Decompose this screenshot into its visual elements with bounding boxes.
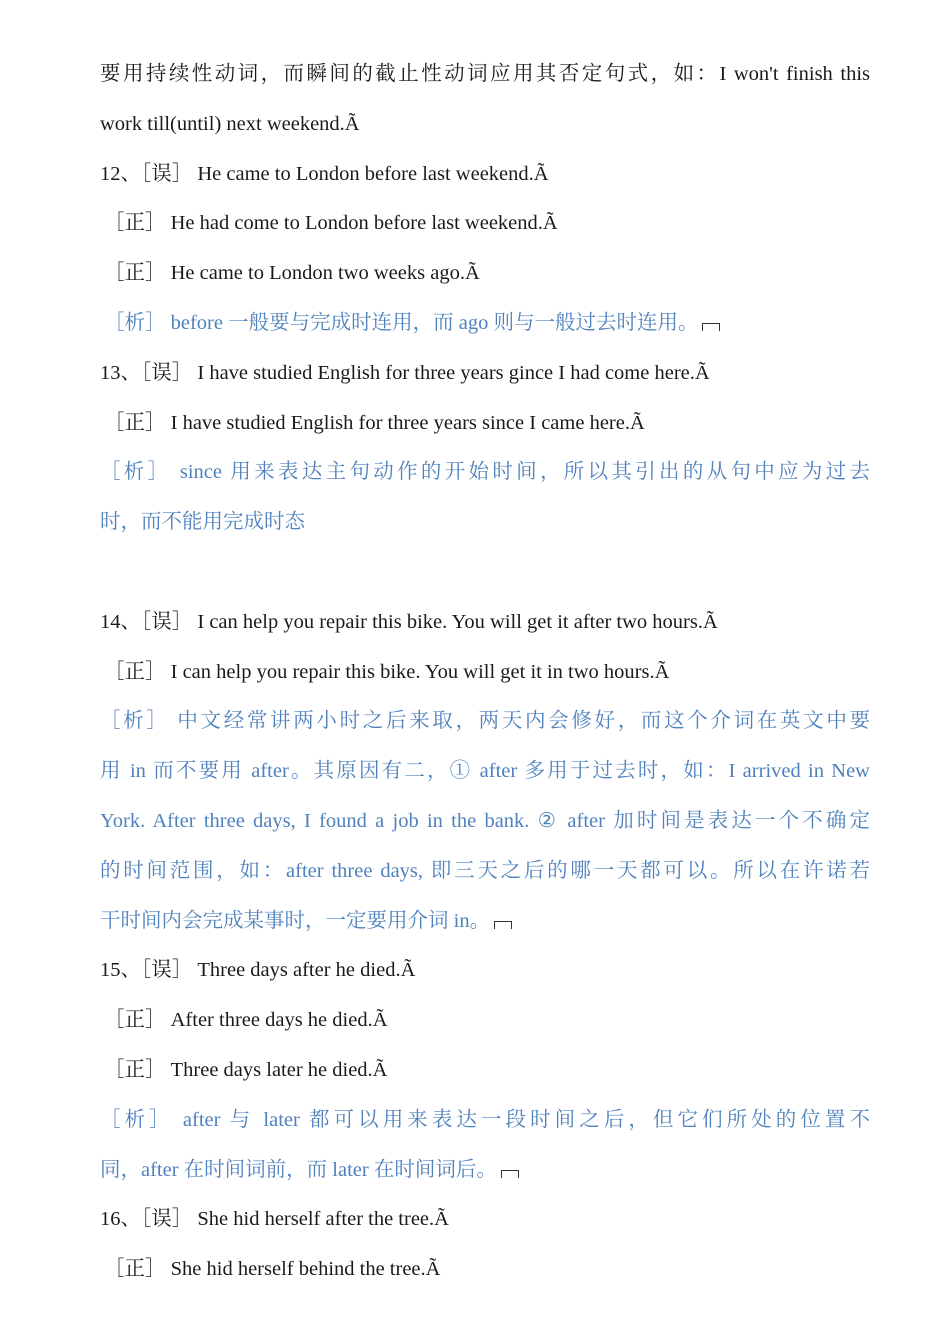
item-15-correct-1: ［正］ After three days he died.Ã bbox=[104, 1009, 388, 1032]
item-12-wrong: 12、［误］ He came to London before last weekend.Ã bbox=[100, 162, 549, 185]
item-12-analysis-text: ［析］ before 一般要与完成时连用，而 ago 则与一般过去时连用。 bbox=[104, 311, 699, 334]
item-16-correct: ［正］ She hid herself behind the tree.Ã bbox=[104, 1258, 441, 1281]
item-12-analysis bbox=[100, 299, 870, 349]
paragraph-mark-icon bbox=[494, 921, 512, 929]
item-15-analysis-2 bbox=[100, 1146, 870, 1196]
item-12-correct-2: ［正］ He came to London two weeks ago.Ã bbox=[104, 262, 480, 285]
item-15-analysis-1: ［析］ after 与 later 都可以用来表达一段时间之后，但它们所处的位置不 bbox=[100, 1108, 870, 1131]
item-14-analysis-1: ［析］ 中文经常讲两小时之后来取，两天内会修好，而这个介词在英文中要 bbox=[100, 710, 870, 733]
paragraph-mark-icon bbox=[702, 323, 720, 331]
item-14-correct: ［正］ I can help you repair this bike. You will get it in two hours.Ã bbox=[104, 660, 670, 683]
item-15-wrong: 15、［误］ Three days after he died.Ã bbox=[100, 959, 416, 982]
item-14-analysis-3: York. After three days, I found a job in the bank. ② after 加时间是表达一个不确定 bbox=[100, 809, 870, 832]
item-14-analysis-4: 的时间范围，如：after three days, 即三天之后的哪一天都可以。所以在许诺若 bbox=[100, 859, 870, 882]
blank-line bbox=[100, 548, 870, 598]
item-13-analysis-1: ［析］ since 用来表达主句动作的开始时间，所以其引出的从句中应为过去 bbox=[100, 461, 870, 484]
item-14-analysis-5-text: 干时间内会完成某事时，一定要用介词 in。 bbox=[100, 909, 491, 932]
paragraph-mark-icon bbox=[501, 1170, 519, 1178]
item-15-correct-2: ［正］ Three days later he died.Ã bbox=[104, 1058, 388, 1081]
item-13-analysis-2: 时，而不能用完成时态 bbox=[100, 511, 305, 534]
item-13-correct: ［正］ I have studied English for three years since I came here.Ã bbox=[104, 411, 645, 434]
item-14-analysis-5 bbox=[100, 897, 870, 947]
item-13-wrong: 13、［误］ I have studied English for three years gince I had come here.Ã bbox=[100, 361, 710, 384]
item-15-analysis-2-text: 同，after 在时间词前，而 later 在时间词后。 bbox=[100, 1158, 497, 1181]
text-line-2: work till(until) next weekend.Ã bbox=[100, 112, 360, 135]
item-14-wrong: 14、［误］ I can help you repair this bike. You will get it after two hours.Ã bbox=[100, 610, 718, 633]
document-page bbox=[100, 50, 870, 1295]
item-16-wrong: 16、［误］ She hid herself after the tree.Ã bbox=[100, 1208, 449, 1231]
item-14-analysis-2: 用 in 而不要用 after。其原因有二，① after 多用于过去时，如：I arrived in New bbox=[100, 760, 870, 783]
item-12-correct-1: ［正］ He had come to London before last weekend.Ã bbox=[104, 212, 558, 235]
text-line-1: 要用持续性动词，而瞬间的截止性动词应用其否定句式，如：I won't finish this bbox=[100, 63, 870, 85]
